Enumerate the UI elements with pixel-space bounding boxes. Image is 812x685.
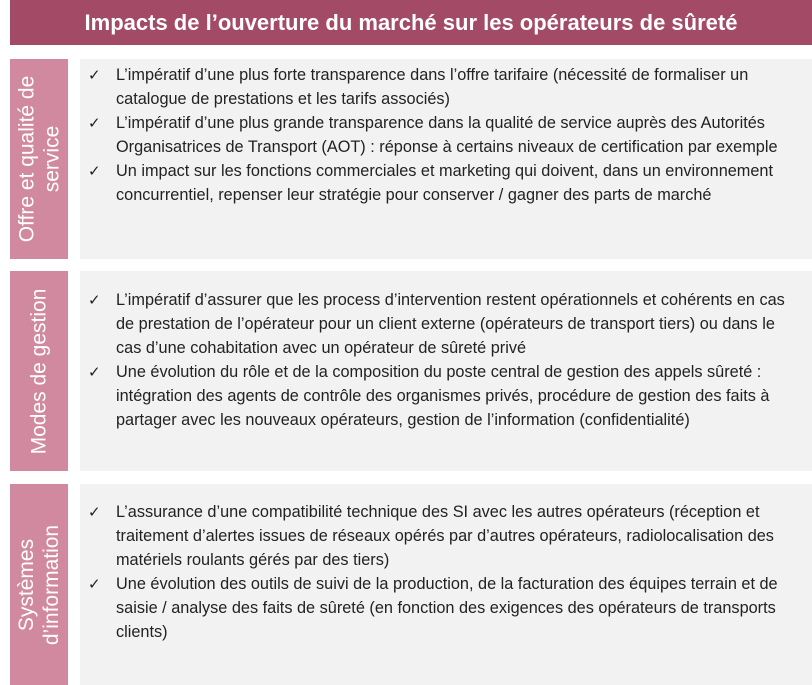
checkmark-icon: ✓: [88, 575, 101, 593]
section-label-line: service: [40, 125, 63, 193]
bullet-list: [80, 484, 812, 644]
section-label-text: [27, 288, 52, 454]
section-body-modes: [80, 271, 812, 471]
bullet-text: L’impératif d’une plus forte transparence dans l’offre tarifaire (nécessité de formaliser un catalogue de prestations et les tarifs associés): [116, 66, 749, 108]
list-item: [88, 288, 798, 360]
section-label-line: Modes de gestion: [27, 288, 51, 454]
section-label-systemes: [10, 484, 68, 685]
checkmark-icon: ✓: [88, 363, 101, 381]
section-label-line: d’information: [40, 524, 64, 645]
bullet-text: L’assurance d’une compatibilité technique des SI avec les autres opérateurs (réception et traitement d’alertes issues de réseaux opérés par d’autres opérateurs, radiolocalisation des matériels roulants gérés par des tiers): [116, 503, 774, 569]
bullet-list: [80, 59, 812, 207]
list-item: [88, 572, 798, 644]
section-label-offre: [10, 59, 68, 259]
section-body-offre: [80, 59, 812, 259]
bullet-text: L’impératif d’une plus grande transparence dans la qualité de service auprès des Autorités Organisatrices de Transport (AOT) : réponse à certains niveaux de certification par exemple: [116, 114, 778, 156]
page-title: Impacts de l’ouverture du marché sur les opérateurs de sûreté: [84, 9, 738, 35]
bullet-list: [80, 271, 812, 432]
list-item: [88, 500, 798, 572]
bullet-text: L’impératif d’assurer que les process d’intervention restent opérationnels et cohérents en cas de prestation de l’opérateur pour un client externe (opérateurs de transport tiers) ou dans le cas d’une cohabitation avec un opérateur de sûreté privé: [116, 291, 785, 357]
section-label-text: [14, 524, 64, 644]
section-label-line: Offre et qualité de: [15, 75, 38, 243]
list-item: [88, 159, 798, 207]
checkmark-icon: ✓: [88, 503, 101, 521]
checkmark-icon: ✓: [88, 162, 101, 180]
bullet-text: Une évolution du rôle et de la composition du poste central de gestion des appels sûreté : intégration des agents de contrôle des organismes privés, procédure de gestion des faits à partager avec les nouveaux opérateurs, gestion de l’information (confidentialité): [116, 363, 770, 429]
list-item: [88, 360, 798, 432]
checkmark-icon: ✓: [88, 291, 101, 309]
list-item: [88, 111, 798, 159]
section-label-modes: [10, 271, 68, 471]
list-item: [88, 63, 798, 111]
bullet-text: Un impact sur les fonctions commerciales et marketing qui doivent, dans un environnement concurrentiel, repenser leur stratégie pour conserver / gagner des parts de marché: [116, 162, 773, 204]
section-body-systemes: [80, 484, 812, 685]
section-label-line: Systèmes: [15, 538, 39, 631]
bullet-text: Une évolution des outils de suivi de la production, de la facturation des équipes terrain et de saisie / analyse des faits de sûreté (en fonction des exigences des opérateurs de transports clients): [116, 575, 778, 641]
checkmark-icon: ✓: [88, 66, 101, 84]
section-label-text: [14, 76, 64, 243]
title-bar: [10, 0, 812, 45]
checkmark-icon: ✓: [88, 114, 101, 132]
